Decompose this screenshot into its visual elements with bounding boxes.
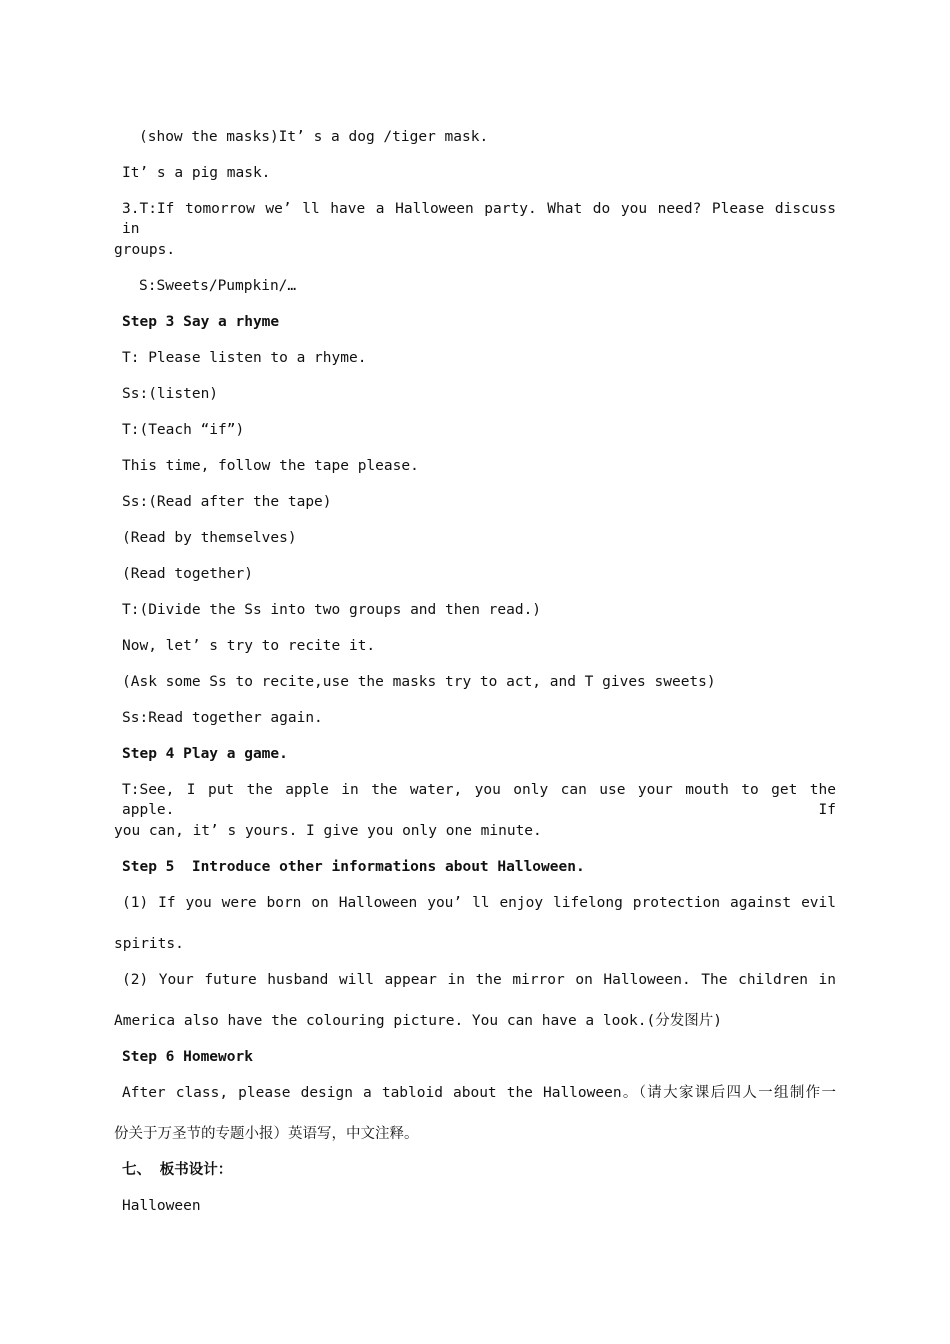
step-heading: Step 5 Introduce other informations about Halloween. [122, 859, 585, 875]
text-line: you can, it’ s yours. I give you only one minute. [114, 823, 542, 839]
text-line: (Read together) [122, 566, 253, 582]
text-line: 3.T:If tomorrow we’ ll have a Halloween party. What do you need? Please discuss in [122, 201, 836, 237]
text-line: Halloween [122, 1198, 201, 1214]
text-line: Ss:(Read after the tape) [122, 494, 332, 510]
section-heading: 七、 板书设计： [122, 1162, 233, 1178]
text-line: This time, follow the tape please. [122, 458, 419, 474]
step-heading: Step 3 Say a rhyme [122, 314, 280, 330]
text-line: (2) Your future husband will appear in the mirror on Halloween. The children in [122, 972, 836, 988]
text-line: spirits. [114, 936, 184, 952]
text-line: Now, let’ s try to recite it. [122, 638, 376, 654]
text-line: 份关于万圣节的专题小报）英语写，中文注释。 [114, 1126, 419, 1142]
text-line: It’ s a pig mask. [122, 165, 271, 181]
text-line: (show the masks)It’ s a dog /tiger mask. [139, 129, 489, 145]
text-line: America also have the colouring picture. You can have a look.(分发图片) [114, 1013, 722, 1029]
text-line: T:(Divide the Ss into two groups and then read.) [122, 602, 542, 618]
step-heading: Step 6 Homework [122, 1049, 253, 1065]
text-line: S:Sweets/Pumpkin/… [139, 278, 297, 294]
text-line: Ss:Read together again. [122, 710, 323, 726]
text-line: groups. [114, 242, 176, 258]
text-line: T: Please listen to a rhyme. [122, 350, 367, 366]
text-line: Ss:(listen) [122, 386, 219, 402]
text-line: (1) If you were born on Halloween you’ ll enjoy lifelong protection against evil [122, 895, 836, 911]
text-line: (Read by themselves) [122, 530, 297, 546]
text-line: After class, please design a tabloid about the Halloween。（请大家课后四人一组制作一 [122, 1085, 836, 1101]
step-heading: Step 4 Play a game. [122, 746, 288, 762]
text-line: T:(Teach “if”) [122, 422, 245, 438]
text-line: (Ask some Ss to recite,use the masks try to act, and T gives sweets) [122, 674, 716, 690]
text-line: T:See, I put the apple in the water, you only can use your mouth to get the apple. If [122, 782, 836, 818]
